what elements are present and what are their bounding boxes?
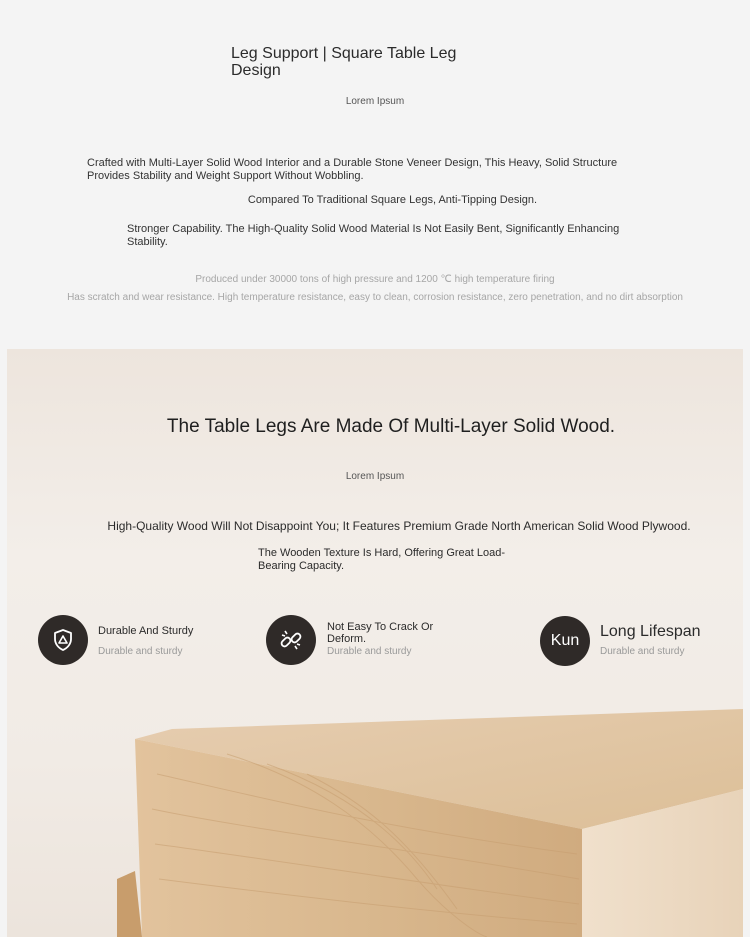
description-paragraph: Crafted with Multi-Layer Solid Wood Interior and a Durable Stone Veneer Design, This Heavy, Solid Structure Provides Stability and Weight Support Without Wobbling. — [87, 157, 618, 182]
section-title: Leg Support | Square Table Leg Design — [231, 45, 457, 79]
texture-text: The Wooden Texture Is Hard, Offering Great Load-Bearing Capacity. — [258, 547, 506, 572]
panel-heading: The Table Legs Are Made Of Multi-Layer Solid Wood. — [166, 416, 616, 437]
badge-text: Kun — [550, 632, 580, 649]
feature-title: Long Lifespan — [600, 623, 701, 640]
panel-subtitle: Lorem Ipsum — [345, 471, 405, 482]
top-section — [0, 0, 750, 349]
shield-icon — [38, 615, 88, 665]
broken-link-icon — [266, 615, 316, 665]
capability-text: Stronger Capability. The High-Quality Solid Wood Material Is Not Easily Bent, Significantly Enhancing Stability. — [127, 223, 620, 248]
feature-durable — [38, 615, 238, 667]
kun-badge-icon — [540, 616, 590, 666]
wood-board-image — [7, 679, 743, 937]
feature-subtitle: Durable and sturdy — [600, 646, 685, 657]
feature-title: Not Easy To Crack Or Deform. — [327, 621, 434, 645]
production-note: Produced under 30000 tons of high pressure and 1200 ℃ high temperature firing — [195, 274, 555, 285]
feature-crack-resistant — [266, 615, 466, 667]
section-subtitle: Lorem Ipsum — [345, 96, 405, 107]
feature-subtitle: Durable and sturdy — [98, 646, 183, 657]
comparison-text: Compared To Traditional Square Legs, Anti-Tipping Design. — [247, 194, 538, 206]
feature-title: Durable And Sturdy — [98, 625, 194, 637]
quality-text: High-Quality Wood Will Not Disappoint You; It Features Premium Grade North American Solid Wood Plywood. — [107, 519, 691, 533]
resistance-note: Has scratch and wear resistance. High temperature resistance, easy to clean, corrosion resistance, zero penetration, and no dirt absorption — [67, 292, 683, 303]
wood-feature-panel — [7, 349, 743, 937]
feature-lifespan — [540, 616, 740, 668]
feature-subtitle: Durable and sturdy — [327, 646, 412, 657]
